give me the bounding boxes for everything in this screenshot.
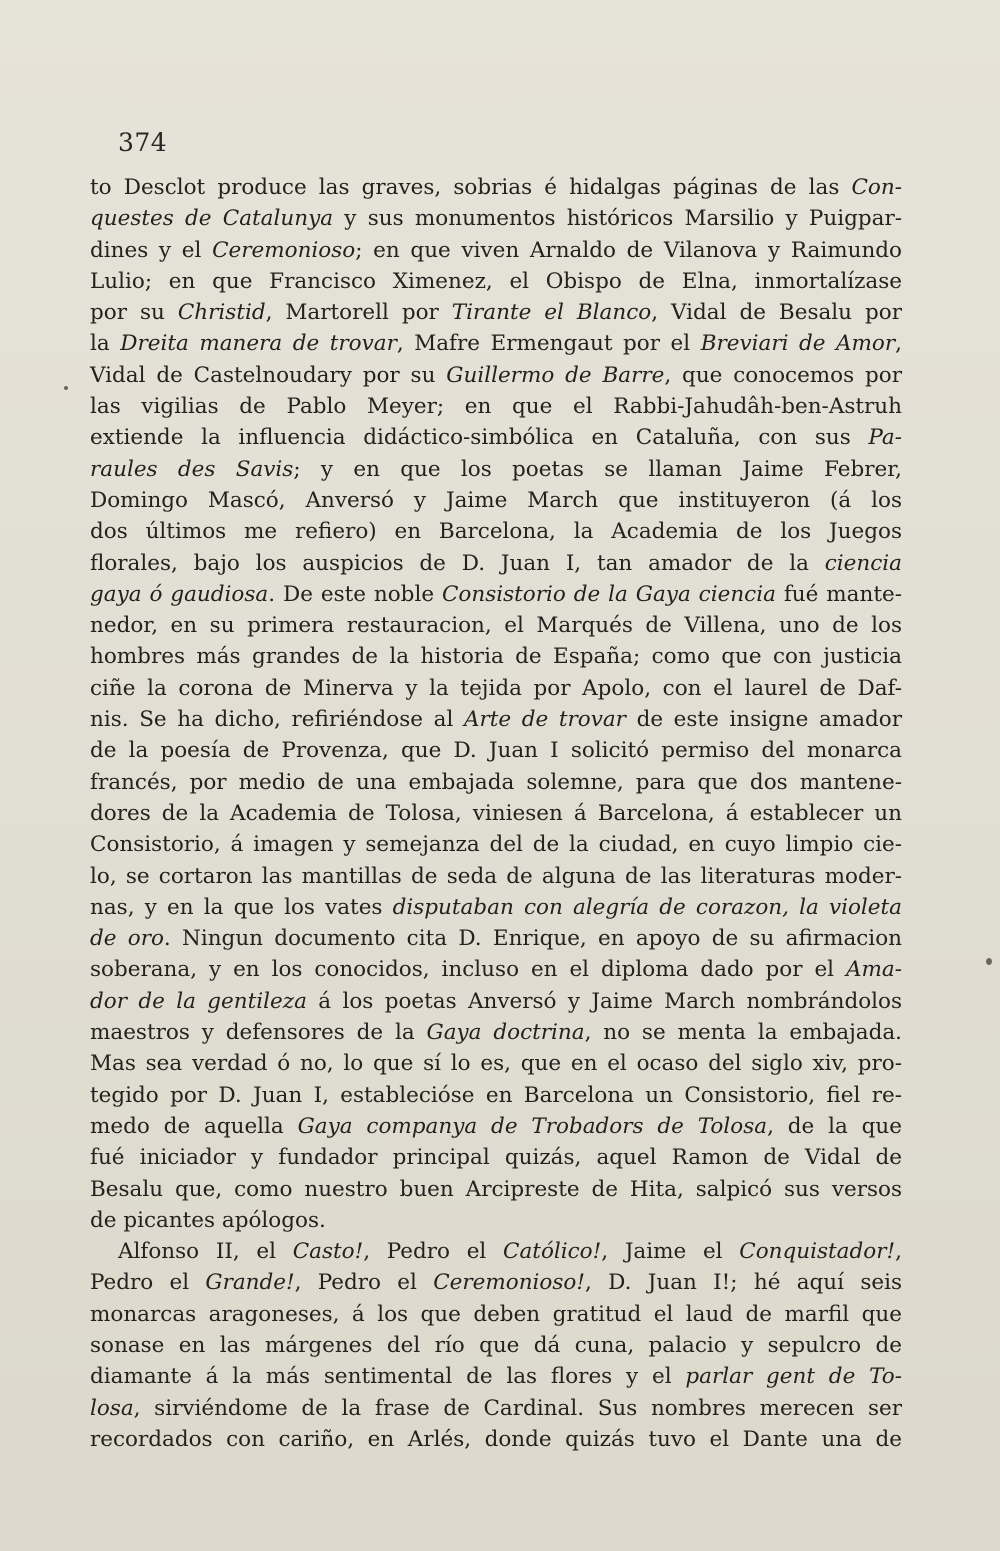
text-segment: francés, por medio de una embajada solemne, para que dos mantene- xyxy=(90,769,902,795)
text-line xyxy=(90,1017,902,1048)
text-segment: monarcas aragoneses, á los que deben gratitud el laud de marfil que xyxy=(90,1301,902,1327)
text-line xyxy=(90,735,902,766)
text-segment: Alfonso II, el xyxy=(118,1239,293,1265)
text-segment: , xyxy=(895,331,902,357)
text-segment: ; en que viven Arnaldo de Vilanova y Raimundo xyxy=(355,237,902,263)
text-segment: ciñe la corona de Minerva y la tejida por Apolo, con el laurel de Daf- xyxy=(90,675,902,701)
text-segment: maestros y defensores de la xyxy=(90,1020,427,1046)
text-segment: , Pedro el xyxy=(294,1270,434,1296)
page-number: 374 xyxy=(118,128,168,157)
text-segment: . De este noble xyxy=(268,581,442,607)
text-line xyxy=(90,203,902,234)
text-line xyxy=(90,235,902,266)
italic-text: Dreita manera de trovar xyxy=(120,331,397,357)
text-segment: , xyxy=(895,1239,902,1265)
text-line xyxy=(90,1299,902,1330)
text-segment: de la poesía de Provenza, que D. Juan I solicitó permiso del monarca xyxy=(90,738,902,764)
text-segment: , Martorell por xyxy=(265,300,452,326)
text-segment: , no se menta la embajada. xyxy=(584,1020,902,1046)
text-segment: la xyxy=(90,331,121,357)
text-segment: á los poetas Anversó y Jaime March nombrándolos xyxy=(306,988,902,1014)
italic-text: Arte de trovar xyxy=(463,707,626,733)
text-segment: . Ningun documento cita D. Enrique, en apoyo de su afirmacion xyxy=(163,926,902,952)
italic-text: losa xyxy=(90,1395,134,1421)
italic-text: gaya ó gaudiosa xyxy=(90,581,269,607)
italic-text: Grande! xyxy=(205,1270,295,1296)
text-segment: , Mafre Ermengaut por el xyxy=(396,331,701,357)
text-segment: nedor, en su primera restauracion, el Marqués de Villena, uno de los xyxy=(90,613,902,639)
text-line xyxy=(90,516,902,547)
text-segment: Lulio; en que Francisco Ximenez, el Obispo de Elna, inmortalízase xyxy=(90,268,902,294)
text-line xyxy=(90,485,902,516)
text-line xyxy=(90,798,902,829)
text-segment: fué iniciador y fundador principal quizás, aquel Ramon de Vidal de xyxy=(90,1145,902,1171)
text-line xyxy=(90,1205,902,1236)
text-line xyxy=(90,172,902,203)
text-segment: soberana, y en los conocidos, incluso en el diploma dado por el xyxy=(90,957,846,983)
text-line xyxy=(90,1267,902,1298)
text-segment: Besalu que, como nuestro buen Arcipreste de Hita, salpicó sus versos xyxy=(90,1176,902,1202)
text-segment: nas, y en la que los vates xyxy=(90,894,393,920)
text-segment: , Jaime el xyxy=(601,1239,740,1265)
text-line xyxy=(90,297,902,328)
text-line xyxy=(90,422,902,453)
text-line xyxy=(90,579,902,610)
text-segment: Domingo Mascó, Anversó y Jaime March que instituyeron (á los xyxy=(90,487,902,513)
text-line xyxy=(90,892,902,923)
text-line xyxy=(90,548,902,579)
text-segment: Consistorio, á imagen y semejanza del de la ciudad, en cuyo limpio cie- xyxy=(90,832,902,858)
text-segment: dines y el xyxy=(90,237,213,263)
italic-text: Guillermo de Barre xyxy=(446,362,665,388)
text-segment: ; y en que los poetas se llaman Jaime Febrer, xyxy=(293,456,902,482)
text-segment: y sus monumentos históricos Marsilio y Puigpar- xyxy=(333,206,902,232)
text-segment: Mas sea verdad ó no, lo que sí lo es, que en el ocaso del siglo xiv, pro- xyxy=(90,1051,902,1077)
text-segment: Pedro el xyxy=(90,1270,206,1296)
text-line xyxy=(90,923,902,954)
text-segment: dos últimos me refiero) en Barcelona, la Academia de los Juegos xyxy=(90,519,902,545)
italic-text: questes de Catalunya xyxy=(90,206,334,232)
text-segment: , de la que xyxy=(767,1113,902,1139)
text-line xyxy=(90,1361,902,1392)
italic-text: de oro xyxy=(90,926,164,952)
italic-text: Consistorio de la Gaya ciencia xyxy=(441,581,776,607)
text-segment: de este insigne amador xyxy=(625,707,903,733)
text-segment: , Vidal de Besalu por xyxy=(651,300,902,326)
text-segment: de picantes apólogos. xyxy=(90,1207,326,1233)
italic-text: disputaban con alegría de corazon, la violeta xyxy=(392,894,902,920)
text-line xyxy=(90,1080,902,1111)
text-segment: florales, bajo los auspicios de D. Juan I, tan amador de la xyxy=(90,550,825,576)
text-segment: sonase en las márgenes del río que dá cuna, palacio y sepulcro de xyxy=(90,1332,902,1358)
italic-text: Christid xyxy=(177,300,266,326)
text-segment: , Pedro el xyxy=(363,1239,504,1265)
text-segment: las vigilias de Pablo Meyer; en que el Rabbi-Jahudâh-ben-Astruh xyxy=(90,394,902,420)
text-segment: extiende la influencia didáctico-simbólica en Cataluña, con sus xyxy=(90,425,869,451)
text-line xyxy=(90,954,902,985)
text-line xyxy=(90,391,902,422)
text-line xyxy=(90,610,902,641)
italic-text: Ceremonioso xyxy=(212,237,356,263)
italic-text: dor de la gentileza xyxy=(90,988,307,1014)
text-segment: dores de la Academia de Tolosa, viniesen á Barcelona, á establecer un xyxy=(90,800,902,826)
text-segment: , sirviéndome de la frase de Cardinal. Sus nombres merecen ser xyxy=(133,1395,902,1421)
text-line xyxy=(90,1048,902,1079)
italic-text: Ceremonioso! xyxy=(433,1270,585,1296)
text-line xyxy=(90,1174,902,1205)
italic-text: Gaya companya de Trobadors de Tolosa xyxy=(297,1113,768,1139)
italic-text: Católico! xyxy=(503,1239,602,1265)
text-line xyxy=(90,1142,902,1173)
text-line xyxy=(90,861,902,892)
text-segment: hombres más grandes de la historia de España; como que con justicia xyxy=(90,644,902,670)
text-line xyxy=(90,1393,902,1424)
text-segment: por su xyxy=(90,300,178,326)
text-line xyxy=(90,1111,902,1142)
text-line xyxy=(90,986,902,1017)
italic-text: parlar gent de To- xyxy=(685,1364,902,1390)
italic-text: Breviari de Amor xyxy=(700,331,896,357)
text-segment: medo de aquella xyxy=(90,1113,298,1139)
text-segment: , que conocemos por xyxy=(664,362,902,388)
text-line xyxy=(90,454,902,485)
text-line xyxy=(90,704,902,735)
italic-text: raules des Savis xyxy=(90,456,294,482)
italic-text: Gaya doctrina xyxy=(426,1020,585,1046)
text-segment: fué mante- xyxy=(775,581,902,607)
text-line xyxy=(90,673,902,704)
body-text xyxy=(90,172,902,1455)
italic-text: Ama- xyxy=(846,957,902,983)
italic-text: Tirante el Blanco xyxy=(451,300,652,326)
text-segment: Vidal de Castelnoudary por su xyxy=(90,362,447,388)
text-segment: diamante á la más sentimental de las flores y el xyxy=(90,1364,686,1390)
text-segment: nis. Se ha dicho, refiriéndose al xyxy=(90,707,464,733)
print-speck xyxy=(64,386,68,390)
italic-text: ciencia xyxy=(824,550,902,576)
text-line xyxy=(90,1330,902,1361)
italic-text: Casto! xyxy=(292,1239,364,1265)
text-segment: , D. Juan I!; hé aquí seis xyxy=(585,1270,902,1296)
text-line xyxy=(90,360,902,391)
print-speck xyxy=(986,958,992,965)
text-line xyxy=(90,328,902,359)
text-segment: recordados con cariño, en Arlés, donde quizás tuvo el Dante una de xyxy=(90,1426,902,1452)
text-line xyxy=(90,1236,902,1267)
text-line xyxy=(90,641,902,672)
italic-text: Pa- xyxy=(868,425,902,451)
text-line xyxy=(90,1424,902,1455)
text-segment: to Desclot produce las graves, sobrias é hidalgas páginas de las xyxy=(90,175,852,200)
text-segment: lo, se cortaron las mantillas de seda de alguna de las literaturas moder- xyxy=(90,863,902,889)
italic-text: Con- xyxy=(851,175,902,200)
italic-text: Conquistador! xyxy=(739,1239,896,1265)
text-line xyxy=(90,266,902,297)
text-line xyxy=(90,767,902,798)
text-line xyxy=(90,829,902,860)
text-segment: tegido por D. Juan I, establecióse en Barcelona un Consistorio, fiel re- xyxy=(90,1082,902,1108)
